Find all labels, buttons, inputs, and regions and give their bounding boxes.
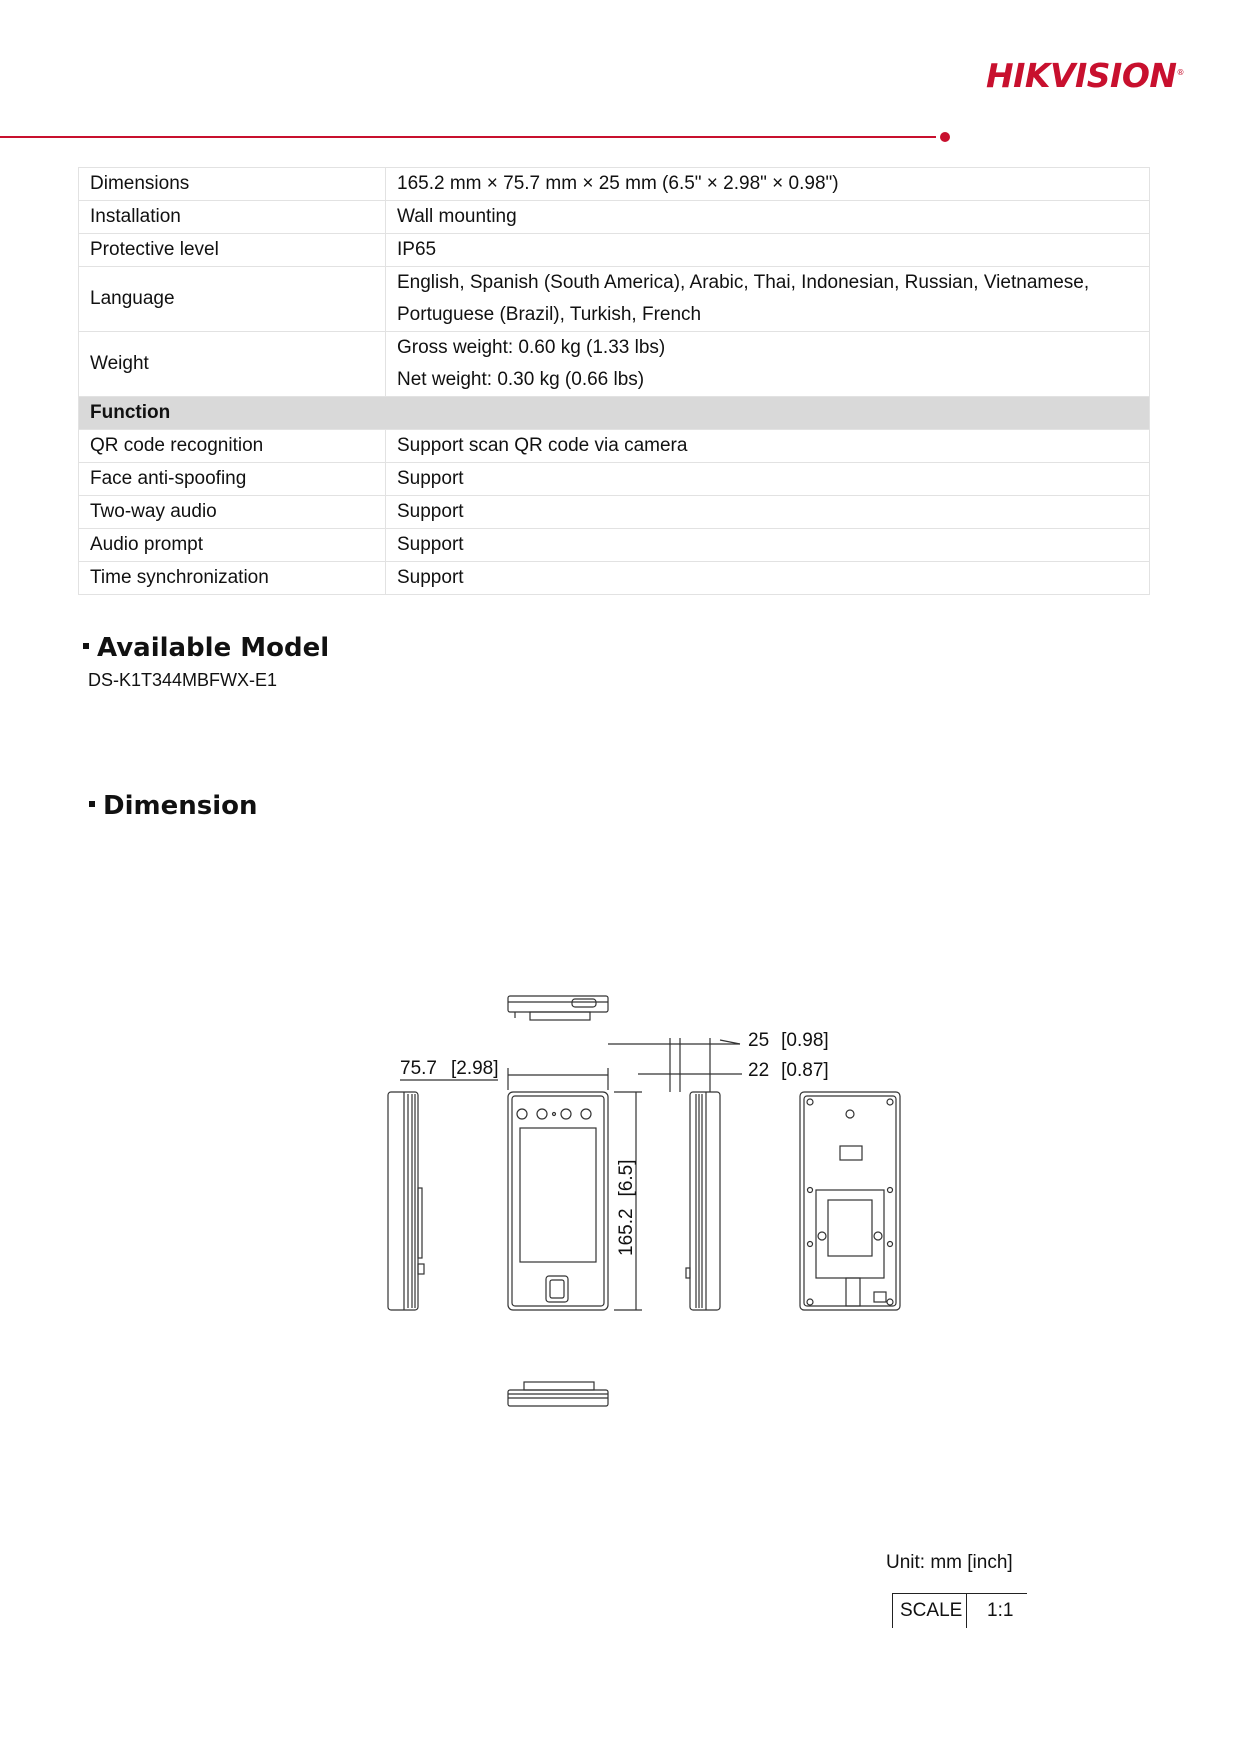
- spec-value: [386, 332, 1150, 397]
- table-row: [79, 332, 1150, 397]
- spec-value: IP65: [386, 234, 1150, 267]
- section-title: Function: [79, 397, 1150, 430]
- rear-view: [800, 1092, 900, 1310]
- spec-value-line: Net weight: 0.30 kg (0.66 lbs): [397, 369, 645, 390]
- spec-value: 165.2 mm × 75.7 mm × 25 mm (6.5" × 2.98" × 0.98"): [386, 168, 1150, 201]
- section-header-row: [79, 397, 1150, 430]
- spec-key: Dimensions: [79, 168, 386, 201]
- spec-value: Support scan QR code via camera: [386, 430, 1150, 463]
- spec-key: Face anti-spoofing: [79, 463, 386, 496]
- spec-key: Installation: [79, 201, 386, 234]
- model-number: DS-K1T344MBFWX-E1: [88, 670, 278, 690]
- scale-label: SCALE: [893, 1594, 967, 1628]
- table-row: [79, 463, 1150, 496]
- table-row: [79, 430, 1150, 463]
- front-view: [508, 1092, 608, 1310]
- spec-key: Two-way audio: [79, 496, 386, 529]
- spec-key: Language: [79, 267, 386, 332]
- left-side-view: [388, 1092, 424, 1310]
- spec-key: Audio prompt: [79, 529, 386, 562]
- spec-key: QR code recognition: [79, 430, 386, 463]
- spec-value: [386, 267, 1150, 332]
- header-rule-dot: [940, 132, 950, 142]
- spec-table: [78, 167, 1150, 595]
- height-label: 165.2[6.5]: [616, 1159, 637, 1256]
- table-row: [79, 234, 1150, 267]
- right-side-view: [686, 1092, 720, 1310]
- table-row: [79, 201, 1150, 234]
- available-model-heading: Available Model: [83, 633, 329, 663]
- dimension-drawing: [380, 980, 940, 1450]
- table-row: [79, 562, 1150, 595]
- spec-key: Time synchronization: [79, 562, 386, 595]
- height-dimension: [614, 1092, 642, 1310]
- scale-value: 1:1: [987, 1600, 1014, 1621]
- table-row: [79, 529, 1150, 562]
- width-label: 75.7 [2.98]: [400, 1058, 499, 1079]
- spec-key: Protective level: [79, 234, 386, 267]
- table-row: [79, 267, 1150, 332]
- spec-key: Weight: [79, 332, 386, 397]
- depth2-label: 22 [0.87]: [748, 1060, 829, 1081]
- top-view: [508, 996, 608, 1020]
- table-row: [79, 496, 1150, 529]
- spec-value: Support: [386, 529, 1150, 562]
- spec-value-line: Gross weight: 0.60 kg (1.33 lbs): [397, 337, 666, 358]
- spec-value: Support: [386, 463, 1150, 496]
- header-rule: [0, 136, 936, 138]
- bullet-square-icon: [83, 643, 89, 649]
- spec-value-line: Portuguese (Brazil), Turkish, French: [397, 304, 702, 325]
- depth-label: 25 [0.98]: [748, 1030, 829, 1051]
- spec-value-line: English, Spanish (South America), Arabic, Thai, Indonesian, Russian, Vietnamese,: [397, 272, 1090, 293]
- dimension-heading: Dimension: [89, 791, 258, 821]
- spec-value: Support: [386, 562, 1150, 595]
- table-row: [79, 168, 1150, 201]
- bullet-square-icon: [89, 801, 95, 807]
- spec-value: Support: [386, 496, 1150, 529]
- brand-logo: HIKVISION®: [986, 56, 1185, 95]
- scale-box: [892, 1593, 1027, 1628]
- spec-value: Wall mounting: [386, 201, 1150, 234]
- unit-note: Unit: mm [inch]: [886, 1552, 1013, 1573]
- bottom-view: [508, 1382, 608, 1406]
- depth-dimension: [608, 1038, 742, 1092]
